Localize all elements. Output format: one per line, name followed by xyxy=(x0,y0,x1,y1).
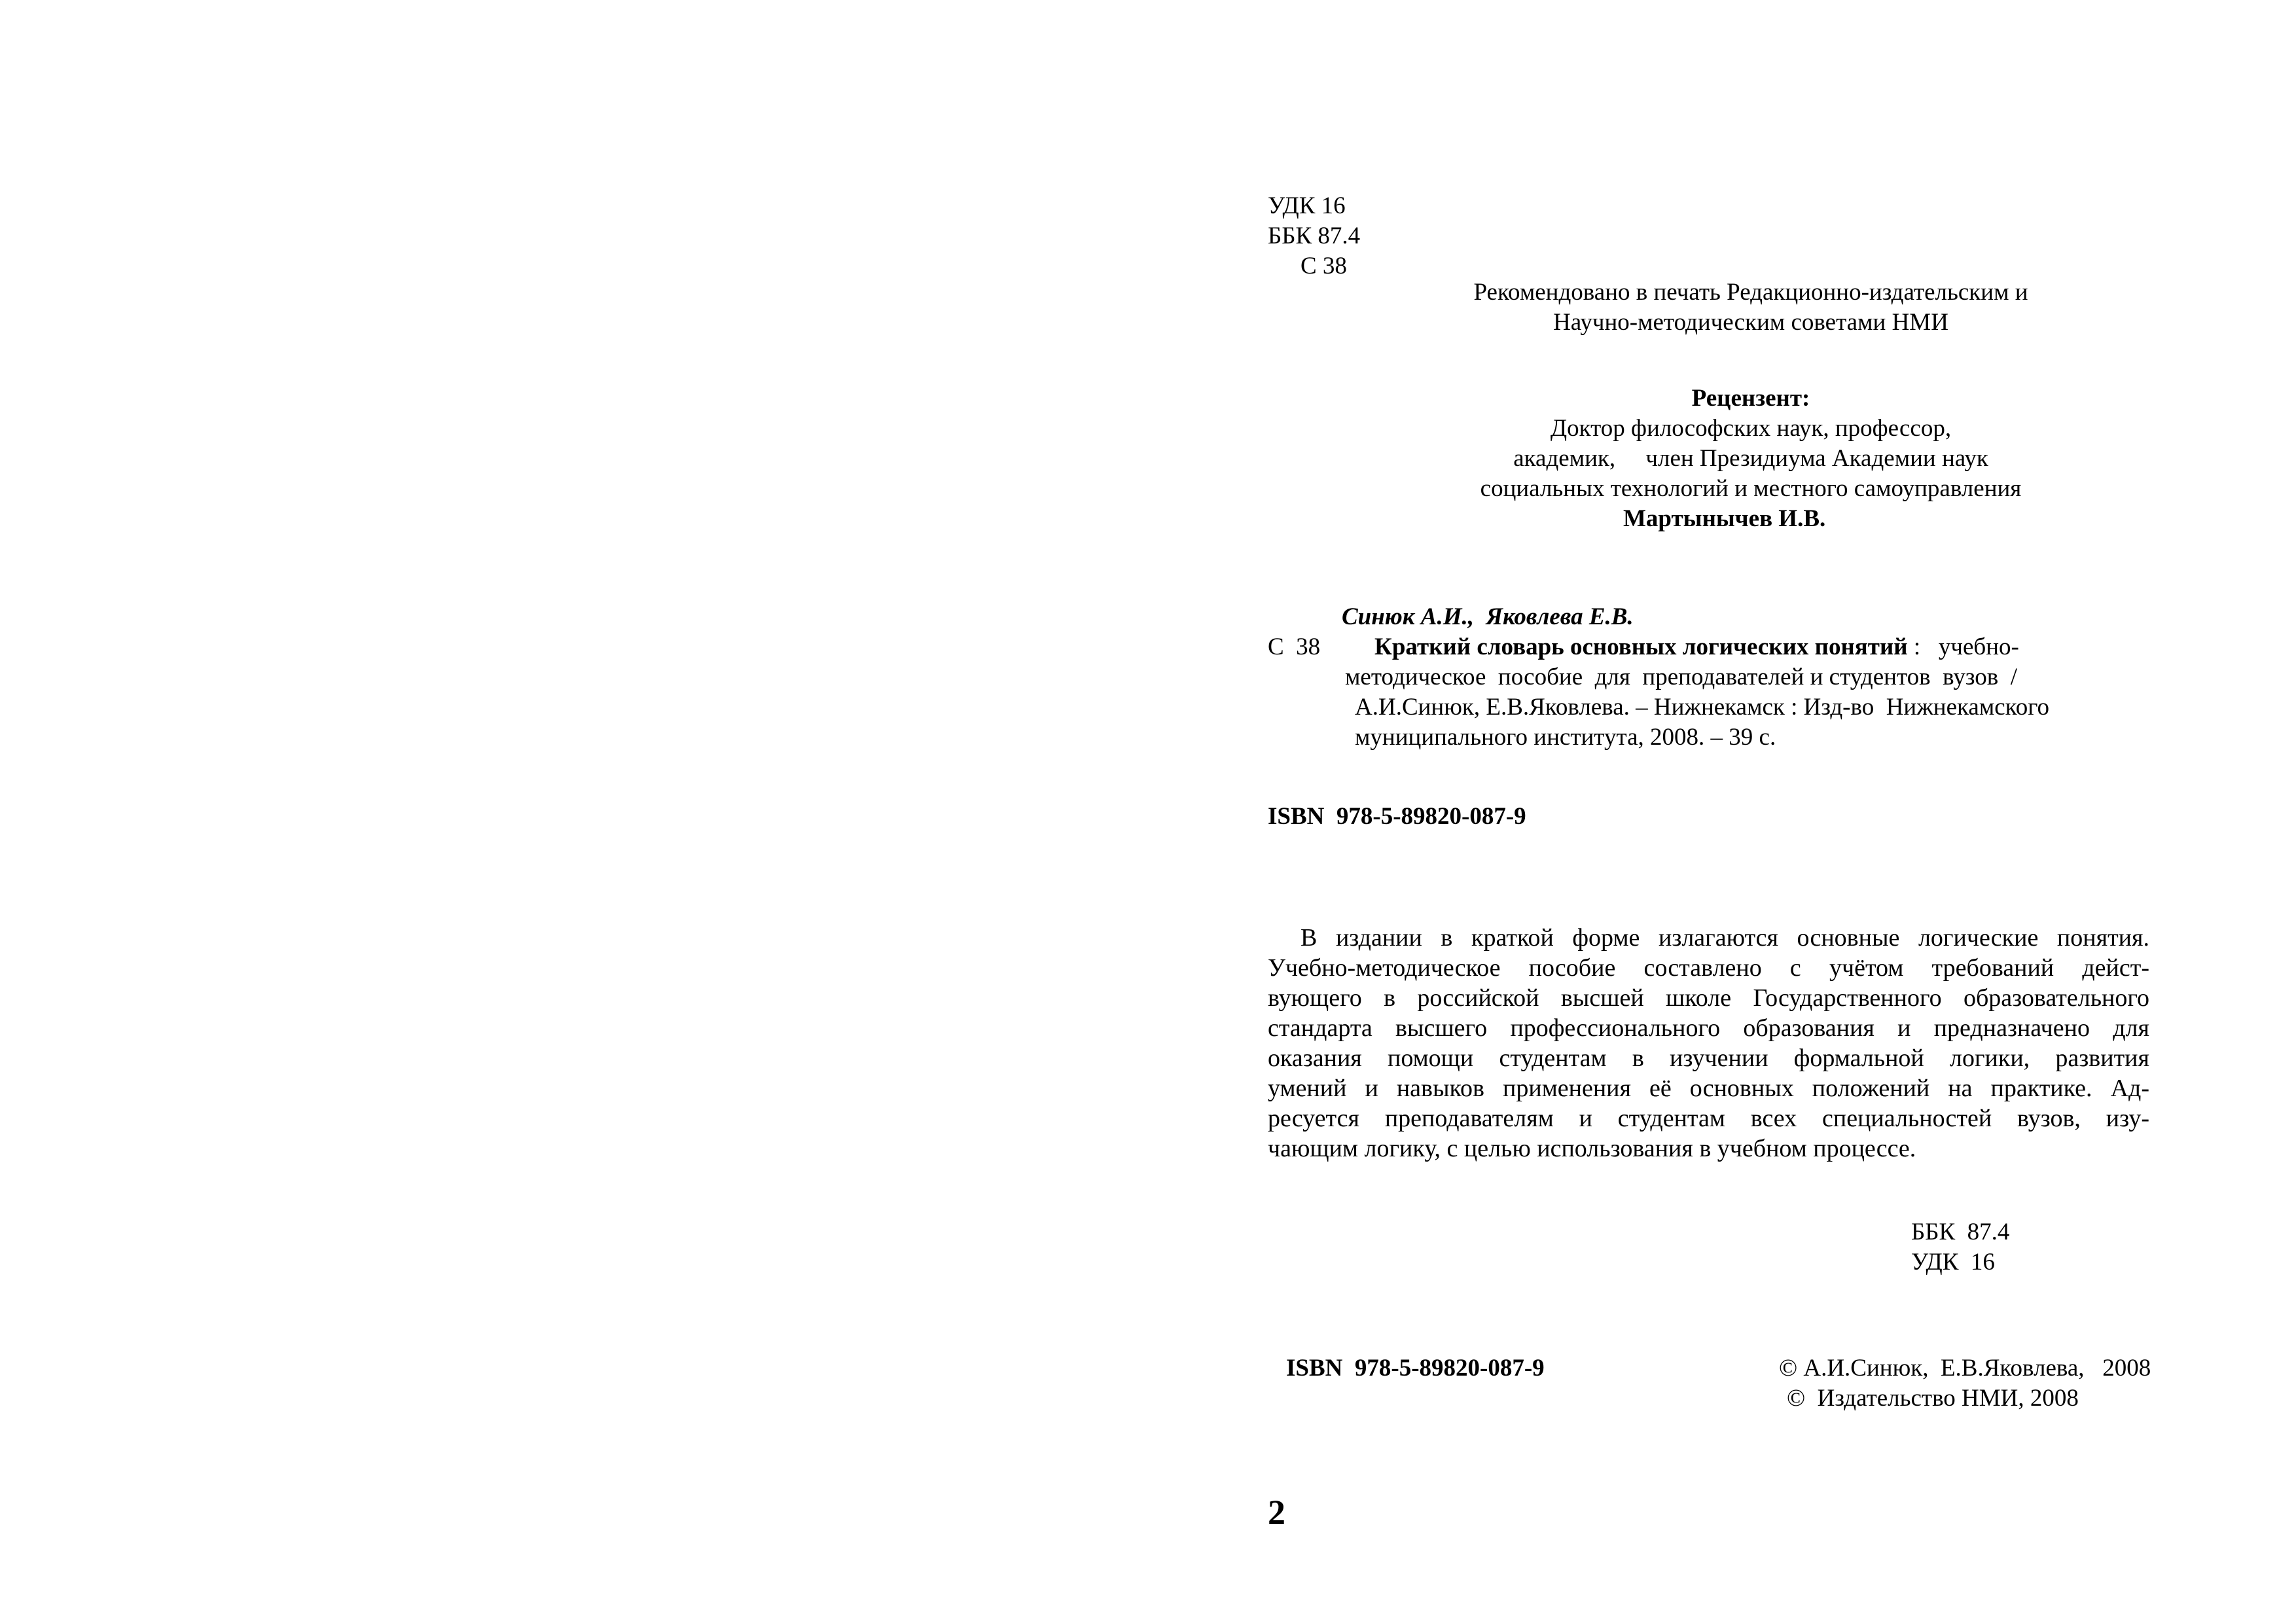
abstract-line-5: оказания помощи студентам в изучении формальной логики, развития xyxy=(1268,1044,2149,1072)
abstract-line-3: вующего в российской высшей школе Государственного образовательного xyxy=(1268,984,2149,1012)
abstract-line-1: В издании в краткой форме излагаются основные логические понятия. xyxy=(1300,924,2149,952)
catalog-authors: Синюк А.И., Яковлева Е.В. xyxy=(1342,603,1634,630)
reviewer-line-3: социальных технологий и местного самоуправления xyxy=(1480,475,2022,502)
isbn-bottom: ISBN 978-5-89820-087-9 xyxy=(1286,1355,1545,1382)
copyright-authors: © А.И.Синюк, Е.В.Яковлева, 2008 xyxy=(1779,1355,2151,1382)
catalog-mark: С 38 xyxy=(1268,633,1321,660)
recommendation-line-1: Рекомендовано в печать Редакционно-издательским и xyxy=(1473,279,2028,306)
abstract-line-4: стандарта высшего профессионального образования и предназначено для xyxy=(1268,1014,2149,1042)
catalog-title-line xyxy=(1374,632,2019,662)
udk-code: УДК 16 xyxy=(1268,192,1346,219)
reviewer-block xyxy=(1440,383,2062,504)
bbk-code: ББК 87.4 xyxy=(1268,223,1361,249)
bottom-bbk: ББК 87.4 xyxy=(1911,1219,2010,1245)
abstract-line-2: Учебно-методическое пособие составлено с учётом требований дейст- xyxy=(1268,954,2149,982)
reviewer-name: Мартынычев И.В. xyxy=(1623,505,1826,532)
recommendation-line-2: Научно-методическим советами НМИ xyxy=(1553,309,1948,336)
abstract-line-7: ресуется преподавателям и студентам всех специальностей вузов, изу- xyxy=(1268,1105,2149,1132)
page-number: 2 xyxy=(1268,1493,1285,1532)
author-mark: С 38 xyxy=(1300,253,1347,279)
copyright-publisher: © Издательство НМИ, 2008 xyxy=(1787,1385,2079,1412)
isbn-top: ISBN 978-5-89820-087-9 xyxy=(1268,803,1526,830)
bottom-udk: УДК 16 xyxy=(1911,1249,1995,1275)
reviewer-heading: Рецензент: xyxy=(1691,385,1810,412)
reviewer-line-2: академик, член Президиума Академии наук xyxy=(1513,445,1988,472)
catalog-line-2: методическое пособие для преподавателей и студентов вузов / xyxy=(1345,664,2017,690)
catalog-line-4: муниципального института, 2008. – 39 с. xyxy=(1355,724,1776,751)
catalog-line-3: А.И.Синюк, Е.В.Яковлева. – Нижнекамск : Изд-во Нижнекамского xyxy=(1355,694,2050,721)
reviewer-line-1: Доктор философских наук, профессор, xyxy=(1550,415,1952,442)
abstract-line-8: чающим логику, с целью использования в учебном процессе. xyxy=(1268,1135,1916,1162)
recommendation-block xyxy=(1407,277,2094,338)
catalog-title-rest: : учебно- xyxy=(1907,633,2019,660)
abstract-line-6: умений и навыков применения её основных положений на практике. Ад- xyxy=(1268,1075,2149,1102)
catalog-title: Краткий словарь основных логических понятий xyxy=(1374,633,1908,660)
